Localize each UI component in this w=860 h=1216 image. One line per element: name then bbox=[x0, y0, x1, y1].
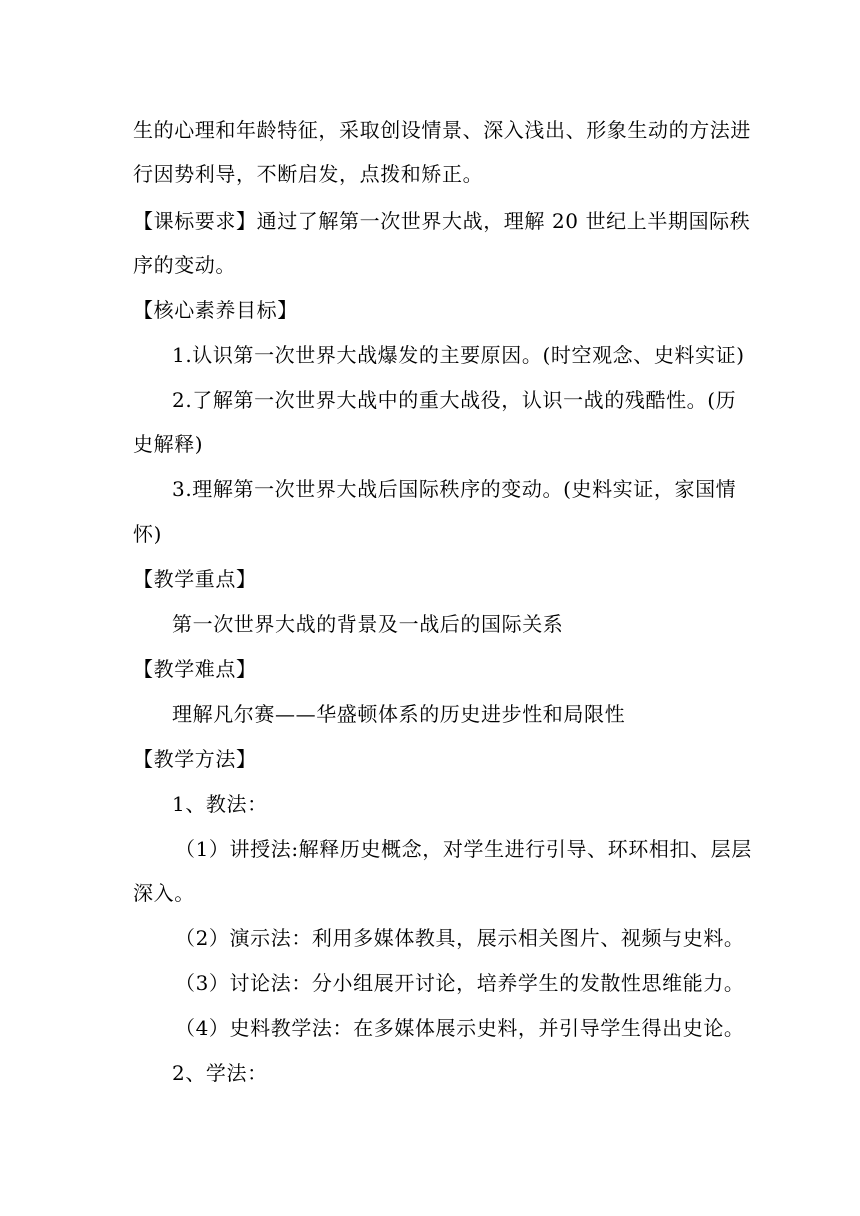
method-item-3: （3）讨论法：分小组展开讨论，培养学生的发散性思维能力。 bbox=[175, 971, 745, 995]
section-heading-core-literacy: 【核心素养目标】 bbox=[133, 298, 298, 322]
section-heading-methods: 【教学方法】 bbox=[133, 747, 257, 771]
paragraph-line: 生的心理和年龄特征，采取创设情景、深入浅出、形象生动的方法进 bbox=[133, 118, 751, 142]
method-item-2: （2）演示法：利用多媒体教具，展示相关图片、视频与史料。 bbox=[175, 926, 745, 950]
method-item-4: （4）史料教学法：在多媒体展示史料，并引导学生得出史论。 bbox=[175, 1016, 745, 1040]
difficulties-text: 理解凡尔赛——华盛顿体系的历史进步性和局限性 bbox=[172, 702, 626, 726]
paragraph-line: 序的变动。 bbox=[133, 253, 236, 277]
section-heading-difficulties: 【教学难点】 bbox=[133, 657, 257, 681]
objective-item-3-cont: 怀) bbox=[133, 522, 163, 546]
objective-item-2: 2.了解第一次世界大战中的重大战役，认识一战的残酷性。(历 bbox=[172, 388, 737, 412]
course-standard-line: 【课标要求】通过了解第一次世界大战，理解 20 世纪上半期国际秩 bbox=[133, 209, 751, 233]
methods-learning-heading: 2、学法： bbox=[172, 1061, 268, 1085]
method-item-1: （1）讲授法:解释历史概念，对学生进行引导、环环相扣、层层 bbox=[175, 837, 752, 861]
method-item-1-cont: 深入。 bbox=[133, 881, 195, 905]
objective-item-3: 3.理解第一次世界大战后国际秩序的变动。(史料实证，家国情 bbox=[172, 477, 737, 501]
paragraph-line: 行因势利导，不断启发，点拨和矫正。 bbox=[133, 162, 484, 186]
key-points-text: 第一次世界大战的背景及一战后的国际关系 bbox=[172, 612, 564, 636]
methods-teaching-heading: 1、教法： bbox=[172, 792, 268, 816]
objective-item-2-cont: 史解释) bbox=[133, 432, 204, 456]
objective-item-1: 1.认识第一次世界大战爆发的主要原因。(时空观念、史料实证) bbox=[172, 343, 745, 367]
section-heading-key-points: 【教学重点】 bbox=[133, 567, 257, 591]
